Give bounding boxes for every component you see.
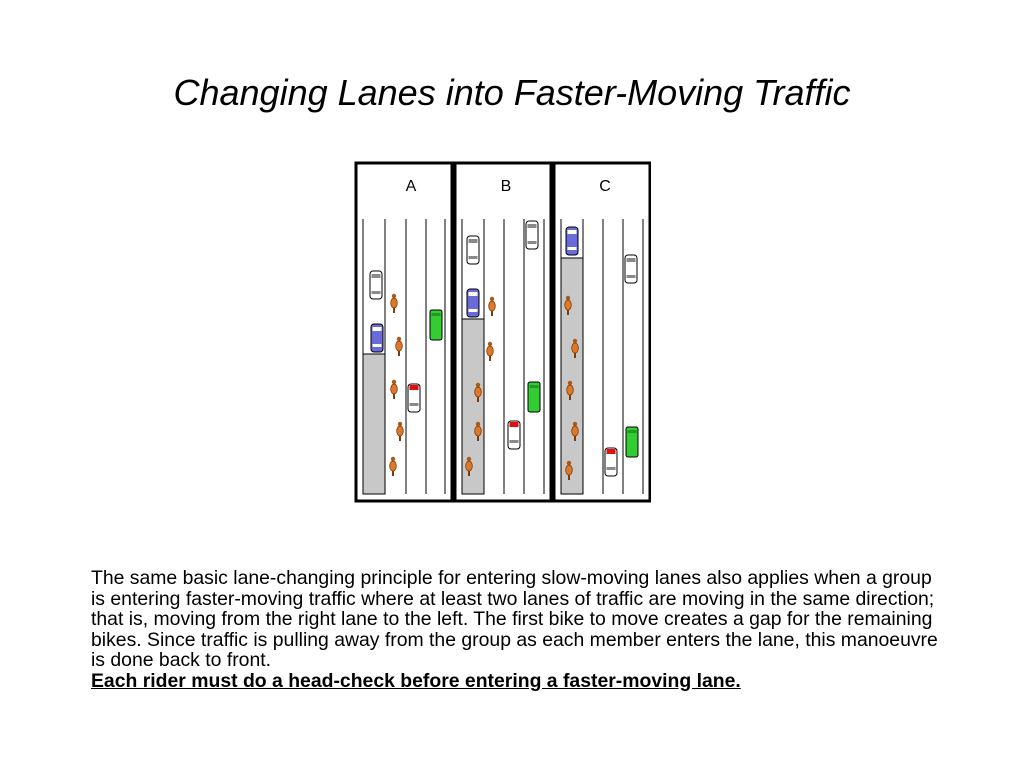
panel-c [554, 163, 650, 501]
car-icon [528, 382, 540, 412]
lane-change-diagram [354, 161, 651, 503]
car-icon [605, 448, 617, 476]
car-icon [508, 421, 520, 449]
car-icon [408, 384, 420, 412]
car-icon [467, 289, 479, 317]
panel-b [455, 163, 551, 501]
panel-a [356, 163, 452, 501]
car-icon [566, 227, 578, 255]
head-check-warning: Each rider must do a head-check before entering a faster-moving lane. [91, 669, 741, 692]
panel-label-b: B [500, 178, 512, 195]
panel-label-a: A [405, 178, 417, 195]
slide-title: Changing Lanes into Faster-Moving Traffic [173, 72, 851, 113]
car-icon [370, 271, 382, 299]
body-paragraph [91, 568, 951, 692]
body-text: The same basic lane-changing principle for entering slow-moving lanes also applies when a group is entering faster-moving traffic where at least two lanes of traffic are moving in the same direction; that is, moving from the right lane to the left. The first bike to move creates a gap for the remaining bikes. Since traffic is pulling away from the group as each member enters the lane, this manoeuvre is done back to front. [91, 567, 938, 672]
car-icon [467, 236, 479, 264]
car-icon [626, 427, 638, 457]
car-icon [430, 310, 442, 340]
car-icon [371, 324, 383, 352]
car-icon [625, 255, 637, 283]
car-icon [526, 221, 538, 249]
panel-label-c: C [599, 178, 611, 195]
